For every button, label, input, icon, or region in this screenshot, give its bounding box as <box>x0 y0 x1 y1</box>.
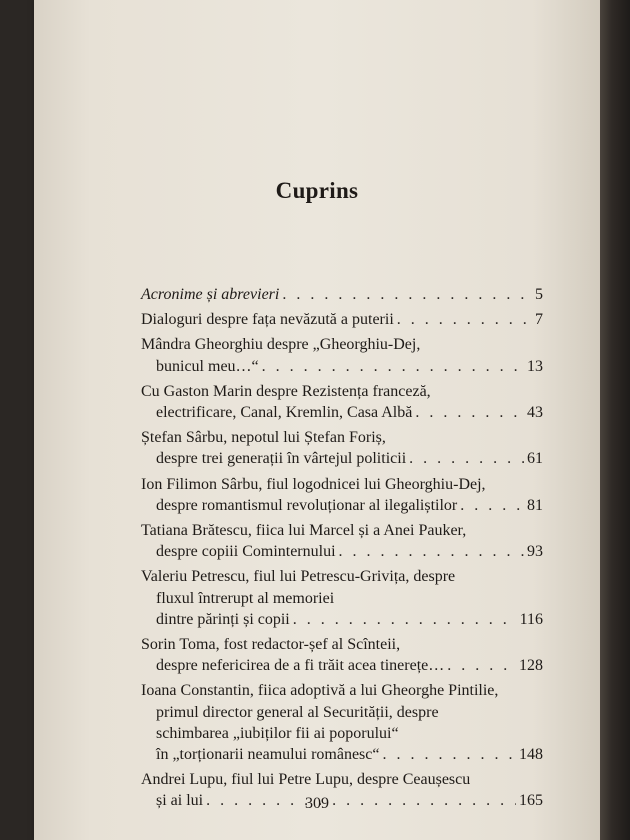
dot-leader <box>293 609 517 630</box>
entry-line: Andrei Lupu, fiul lui Petre Lupu, despre Ceaușescu <box>141 771 471 789</box>
entry-subtitle: dintre părinți și copii <box>156 610 290 628</box>
dot-leader <box>415 402 524 423</box>
dot-leader <box>382 744 516 765</box>
entry-page-number: 116 <box>519 610 543 628</box>
entry-page-number: 128 <box>519 657 543 675</box>
entry-page-number: 5 <box>535 286 543 303</box>
page-number: 309 <box>305 795 329 812</box>
dot-leader <box>409 448 524 469</box>
dot-leader <box>282 284 532 305</box>
entry-line: schimbarea „iubiților fii ai poporului“ <box>156 724 399 742</box>
entry-subtitle: și ai lui <box>156 792 204 810</box>
entry-subtitle: în „torționarii neamului românesc“ <box>156 746 380 764</box>
book-edge <box>600 0 630 840</box>
entry-line: Ioana Constantin, fiica adoptivă a lui Gheorghe Pintilie, <box>141 682 499 700</box>
entry-line: Mândra Gheorghiu despre „Gheorghiu-Dej, <box>141 336 421 354</box>
toc-entry <box>141 334 543 376</box>
entry-line: Sorin Toma, fost redactor-șef al Scînteii, <box>141 636 401 654</box>
toc-entry <box>141 427 543 469</box>
book-page <box>34 0 600 840</box>
table-of-contents <box>141 284 543 816</box>
toc-entry <box>141 381 543 423</box>
entry-page-number: 148 <box>519 746 543 764</box>
toc-entry <box>141 474 543 516</box>
entry-line: Valeriu Petrescu, fiul lui Petrescu-Grivița, despre <box>141 568 456 586</box>
toc-entry <box>141 634 543 676</box>
dot-leader <box>397 309 532 330</box>
entry-subtitle: despre copiii Cominternului <box>156 543 336 561</box>
entry-page-number: 7 <box>535 311 543 329</box>
entry-subtitle: despre romantismul revoluționar al ilegaliștilor <box>156 496 458 514</box>
entry-page-number: 61 <box>527 450 543 468</box>
entry-page-number: 165 <box>519 792 543 810</box>
entry-subtitle: electrificare, Canal, Kremlin, Casa Albă <box>156 404 413 422</box>
toc-entry <box>141 309 543 330</box>
entry-title: Acronime și abrevieri <box>141 286 280 303</box>
entry-line: fluxul întrerupt al memoriei <box>156 589 335 607</box>
entry-title: Dialoguri despre fața nevăzută a puterii <box>141 311 394 329</box>
dot-leader <box>262 356 524 377</box>
entry-subtitle: bunicul meu…“ <box>156 357 259 375</box>
entry-line: Ștefan Sârbu, nepotul lui Ștefan Foriș, <box>141 429 386 447</box>
entry-page-number: 13 <box>527 357 543 375</box>
toc-entry <box>141 566 543 630</box>
dot-leader <box>460 495 524 516</box>
entry-page-number: 93 <box>527 543 543 561</box>
entry-subtitle: despre trei generații în vârtejul politicii <box>156 450 407 468</box>
entry-page-number: 81 <box>527 496 543 514</box>
entry-line: Ion Filimon Sârbu, fiul logodnicei lui Gheorghiu-Dej, <box>141 475 486 493</box>
dot-leader <box>339 541 524 562</box>
entry-line: Cu Gaston Marin despre Rezistența franceză, <box>141 382 431 400</box>
entry-line: Tatiana Brătescu, fiica lui Marcel și a Anei Pauker, <box>141 522 467 540</box>
page-title: Cuprins <box>275 178 359 203</box>
toc-entry <box>141 680 543 765</box>
toc-entry <box>141 520 543 562</box>
entry-subtitle: despre nefericirea de a fi trăit acea tinerețe… <box>156 657 445 675</box>
entry-line: primul director general al Securității, despre <box>156 703 439 721</box>
dot-leader <box>447 655 516 676</box>
toc-entry <box>141 284 543 305</box>
entry-page-number: 43 <box>527 404 543 422</box>
